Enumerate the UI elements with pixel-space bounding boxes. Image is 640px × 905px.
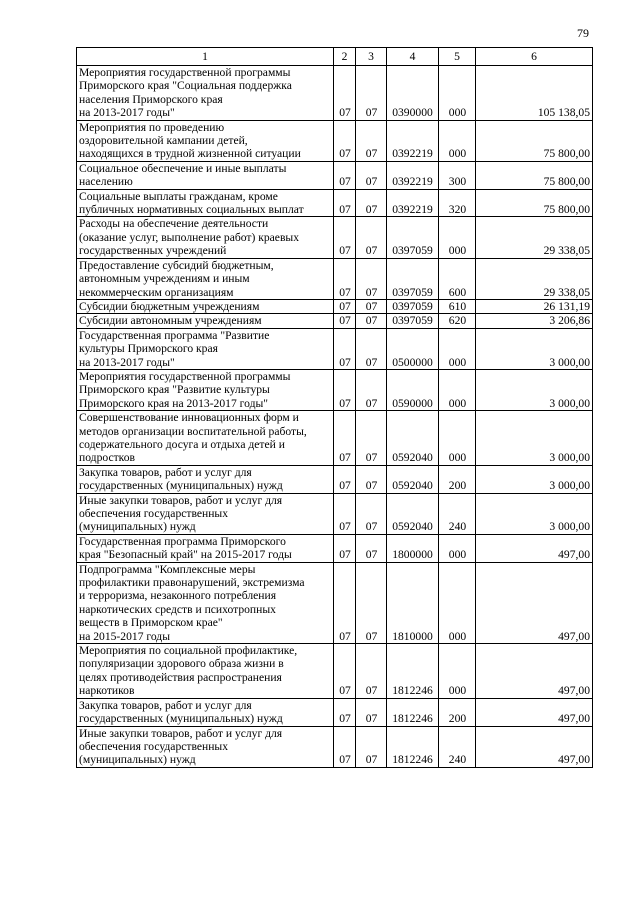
cell-c3: 07 [356, 726, 387, 767]
table-row [77, 726, 593, 767]
row-name-line: профилактики правонарушений, экстремизма [79, 576, 305, 590]
cell-c4: 1800000 [387, 534, 439, 562]
cell-c5: 240 [439, 726, 476, 767]
cell-c6: 75 800,00 [476, 120, 593, 161]
row-name-line: подростков [79, 451, 135, 465]
cell-c5: 000 [439, 328, 476, 369]
header-cell-6: 6 [476, 48, 593, 66]
table-row [77, 562, 593, 643]
row-name-line: Приморского края "Развитие культуры [79, 383, 270, 397]
row-name-line: целях противодействия распространения [79, 670, 282, 684]
row-name-line: (муниципальных) нужд [79, 520, 196, 534]
cell-c3: 07 [356, 562, 387, 643]
cell-c6: 3 000,00 [476, 328, 593, 369]
cell-c4: 0592040 [387, 411, 439, 466]
row-name-cell [77, 411, 334, 466]
cell-c2: 07 [334, 66, 356, 121]
table-row [77, 66, 593, 121]
row-name-line: государственных (муниципальных) нужд [79, 712, 283, 726]
row-name-cell [77, 258, 334, 299]
table-row [77, 217, 593, 258]
cell-c6: 497,00 [476, 644, 593, 699]
cell-c4: 1812246 [387, 644, 439, 699]
row-name-line: наркотических средств и психотропных [79, 602, 276, 616]
cell-c4: 1810000 [387, 562, 439, 643]
cell-c2: 07 [334, 698, 356, 726]
row-name-line: Субсидии бюджетным учреждениям [79, 299, 260, 313]
row-name-line: Иные закупки товаров, работ и услуг для [79, 493, 283, 507]
row-name-line: Иные закупки товаров, работ и услуг для [79, 726, 283, 740]
table-row [77, 299, 593, 313]
row-name-cell [77, 161, 334, 189]
page-number: 79 [577, 26, 589, 40]
cell-c3: 07 [356, 299, 387, 313]
table-row [77, 698, 593, 726]
row-name-cell [77, 314, 334, 328]
cell-c4: 1812246 [387, 726, 439, 767]
row-name-cell [77, 644, 334, 699]
cell-c6: 105 138,05 [476, 66, 593, 121]
cell-c3: 07 [356, 534, 387, 562]
cell-c2: 07 [334, 534, 356, 562]
cell-c3: 07 [356, 189, 387, 217]
cell-c6: 29 338,05 [476, 258, 593, 299]
cell-c2: 07 [334, 562, 356, 643]
cell-c5: 320 [439, 189, 476, 217]
row-name-line: Мероприятия государственной программы [79, 369, 291, 383]
cell-c2: 07 [334, 258, 356, 299]
cell-c4: 0397059 [387, 299, 439, 313]
cell-c6: 497,00 [476, 726, 593, 767]
cell-c5: 000 [439, 217, 476, 258]
cell-c5: 000 [439, 411, 476, 466]
row-name-cell [77, 328, 334, 369]
row-name-line: Закупка товаров, работ и услуг для [79, 698, 252, 712]
cell-c2: 07 [334, 189, 356, 217]
cell-c4: 0397059 [387, 314, 439, 328]
cell-c6: 3 000,00 [476, 369, 593, 410]
cell-c5: 600 [439, 258, 476, 299]
cell-c4: 0592040 [387, 465, 439, 493]
cell-c5: 000 [439, 66, 476, 121]
row-name-cell [77, 66, 334, 121]
row-name-line: государственных учреждений [79, 244, 227, 258]
cell-c3: 07 [356, 411, 387, 466]
row-name-line: Социальное обеспечение и иные выплаты [79, 161, 287, 175]
row-name-line: (оказание услуг, выполнение работ) краевых [79, 230, 300, 244]
cell-c3: 07 [356, 66, 387, 121]
row-name-line: на 2013-2017 годы" [79, 355, 175, 369]
row-name-line: Закупка товаров, работ и услуг для [79, 465, 252, 479]
row-name-line: обеспечения государственных [79, 507, 229, 520]
cell-c5: 000 [439, 369, 476, 410]
row-name-cell [77, 493, 334, 534]
header-cell-4: 4 [387, 48, 439, 66]
row-name-line: Мероприятия по проведению [79, 120, 225, 134]
cell-c4: 0390000 [387, 66, 439, 121]
cell-c2: 07 [334, 493, 356, 534]
row-name-line: Государственная программа Приморского [79, 534, 286, 548]
table-row [77, 161, 593, 189]
row-name-line: (муниципальных) нужд [79, 753, 196, 767]
cell-c6: 75 800,00 [476, 161, 593, 189]
cell-c3: 07 [356, 493, 387, 534]
header-cell-1: 1 [77, 48, 334, 66]
cell-c6: 497,00 [476, 698, 593, 726]
row-name-cell [77, 189, 334, 217]
row-name-line: на 2015-2017 годы [79, 629, 171, 643]
row-name-line: Предоставление субсидий бюджетным, [79, 258, 274, 272]
row-name-cell [77, 465, 334, 493]
row-name-line: публичных нормативных социальных выплат [79, 203, 304, 217]
cell-c5: 240 [439, 493, 476, 534]
cell-c2: 07 [334, 120, 356, 161]
cell-c5: 000 [439, 534, 476, 562]
cell-c3: 07 [356, 314, 387, 328]
header-row [77, 48, 593, 66]
cell-c3: 07 [356, 328, 387, 369]
header-cell-5: 5 [439, 48, 476, 66]
cell-c3: 07 [356, 644, 387, 699]
row-name-line: методов организации воспитательной работы, [79, 424, 307, 438]
cell-c5: 620 [439, 314, 476, 328]
budget-table [76, 47, 593, 768]
cell-c5: 000 [439, 562, 476, 643]
row-name-line: населения Приморского края [79, 92, 223, 106]
cell-c4: 0500000 [387, 328, 439, 369]
cell-c6: 75 800,00 [476, 189, 593, 217]
cell-c6: 3 000,00 [476, 465, 593, 493]
row-name-line: веществ в Приморском крае" [79, 616, 223, 630]
cell-c5: 200 [439, 698, 476, 726]
row-name-cell [77, 534, 334, 562]
cell-c4: 0592040 [387, 493, 439, 534]
row-name-line: населению [79, 175, 133, 189]
row-name-line: Приморского края "Социальная поддержка [79, 79, 292, 93]
cell-c2: 07 [334, 411, 356, 466]
row-name-line: Субсидии автономным учреждениям [79, 314, 262, 328]
row-name-line: Приморского края на 2013-2017 годы" [79, 396, 268, 410]
row-name-cell [77, 562, 334, 643]
cell-c2: 07 [334, 328, 356, 369]
cell-c3: 07 [356, 465, 387, 493]
row-name-line: культуры Приморского края [79, 342, 218, 356]
table-row [77, 493, 593, 534]
cell-c4: 0397059 [387, 258, 439, 299]
table-row [77, 120, 593, 161]
cell-c3: 07 [356, 369, 387, 410]
cell-c6: 3 206,86 [476, 314, 593, 328]
table-row [77, 369, 593, 410]
row-name-line: края "Безопасный край" на 2015-2017 годы [79, 548, 292, 562]
cell-c3: 07 [356, 217, 387, 258]
row-name-line: содержательного досуга и отдыха детей и [79, 437, 285, 451]
row-name-line: Мероприятия по социальной профилактике, [79, 644, 298, 658]
cell-c5: 610 [439, 299, 476, 313]
cell-c4: 1812246 [387, 698, 439, 726]
cell-c2: 07 [334, 217, 356, 258]
cell-c2: 07 [334, 161, 356, 189]
table-row [77, 465, 593, 493]
table-row [77, 258, 593, 299]
row-name-line: Расходы на обеспечение деятельности [79, 217, 269, 231]
row-name-line: наркотиков [79, 684, 135, 698]
cell-c6: 497,00 [476, 562, 593, 643]
cell-c3: 07 [356, 698, 387, 726]
cell-c4: 0392219 [387, 120, 439, 161]
row-name-line: обеспечения государственных [79, 739, 229, 753]
row-name-line: некоммерческим организациям [79, 285, 234, 299]
cell-c6: 26 131,19 [476, 299, 593, 313]
row-name-line: Подпрограмма "Комплексные меры [79, 562, 256, 576]
row-name-cell [77, 726, 334, 767]
row-name-cell [77, 299, 334, 313]
row-name-line: оздоровительной кампании детей, [79, 134, 248, 148]
cell-c5: 300 [439, 161, 476, 189]
row-name-line: автономным учреждениям и иным [79, 272, 250, 286]
cell-c2: 07 [334, 369, 356, 410]
header-cell-3: 3 [356, 48, 387, 66]
row-name-line: Совершенствование инновационных форм и [79, 411, 299, 425]
cell-c2: 07 [334, 299, 356, 313]
cell-c2: 07 [334, 644, 356, 699]
cell-c6: 497,00 [476, 534, 593, 562]
row-name-line: находящихся в трудной жизненной ситуации [79, 147, 301, 161]
cell-c5: 000 [439, 120, 476, 161]
header-cell-2: 2 [334, 48, 356, 66]
cell-c3: 07 [356, 120, 387, 161]
cell-c6: 29 338,05 [476, 217, 593, 258]
row-name-line: Государственная программа "Развитие [79, 328, 270, 342]
row-name-cell [77, 369, 334, 410]
row-name-cell [77, 120, 334, 161]
cell-c2: 07 [334, 314, 356, 328]
cell-c2: 07 [334, 726, 356, 767]
cell-c4: 0590000 [387, 369, 439, 410]
row-name-line: и терроризма, незаконного потребления [79, 589, 277, 603]
cell-c3: 07 [356, 258, 387, 299]
cell-c3: 07 [356, 161, 387, 189]
cell-c6: 3 000,00 [476, 411, 593, 466]
cell-c2: 07 [334, 465, 356, 493]
cell-c5: 000 [439, 644, 476, 699]
row-name-line: Социальные выплаты гражданам, кроме [79, 189, 278, 203]
cell-c4: 0392219 [387, 161, 439, 189]
table-row [77, 411, 593, 466]
cell-c6: 3 000,00 [476, 493, 593, 534]
row-name-cell [77, 698, 334, 726]
table-row [77, 328, 593, 369]
row-name-line: Мероприятия государственной программы [79, 66, 291, 79]
table-row [77, 534, 593, 562]
row-name-line: на 2013-2017 годы" [79, 106, 175, 120]
row-name-line: государственных (муниципальных) нужд [79, 479, 283, 493]
row-name-cell [77, 217, 334, 258]
table-row [77, 644, 593, 699]
cell-c4: 0397059 [387, 217, 439, 258]
cell-c4: 0392219 [387, 189, 439, 217]
table-row [77, 314, 593, 328]
cell-c5: 200 [439, 465, 476, 493]
row-name-line: популяризации здорового образа жизни в [79, 657, 284, 671]
table-row [77, 189, 593, 217]
